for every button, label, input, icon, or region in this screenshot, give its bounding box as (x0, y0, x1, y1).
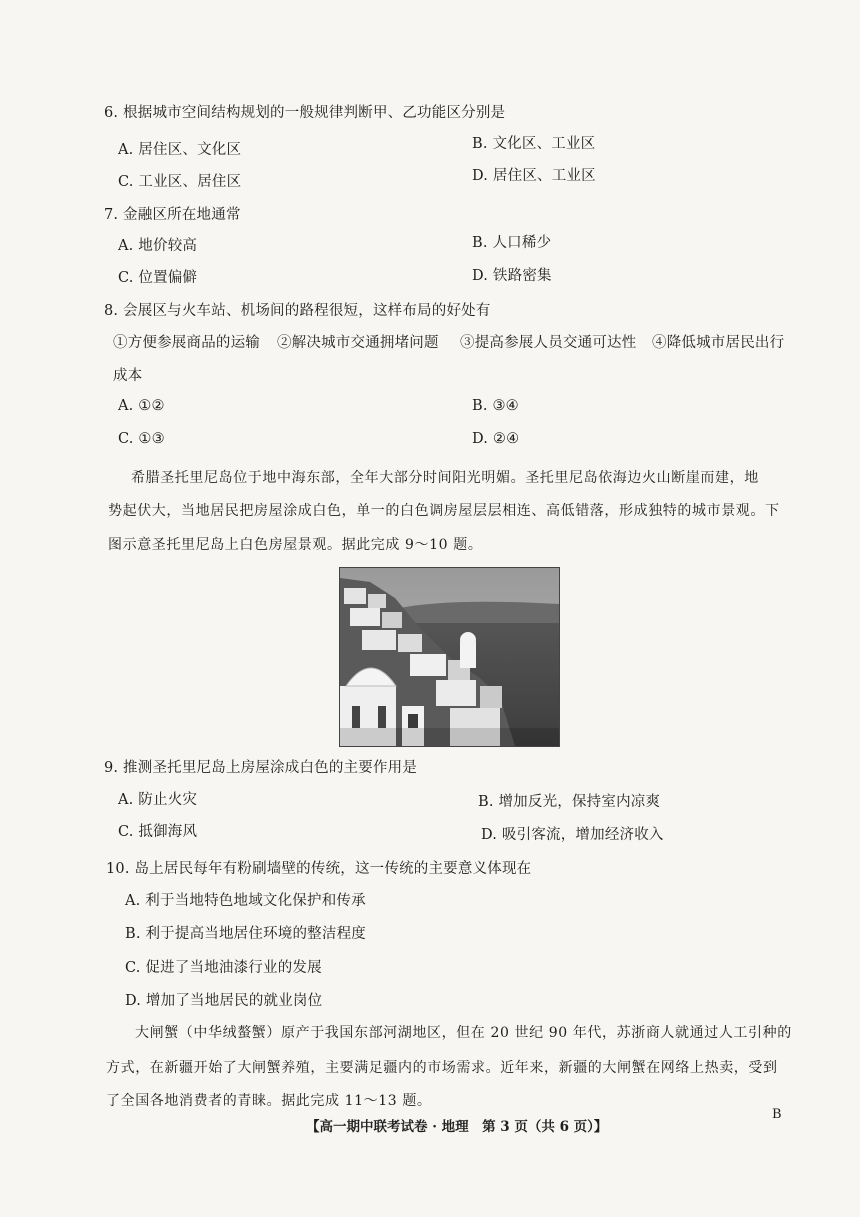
q8-option-a: A. ①② (118, 398, 165, 414)
q6-option-d: D. 居住区、工业区 (472, 168, 596, 184)
q9-option-c: C. 抵御海风 (118, 824, 198, 840)
passage-crab-line-1: 大闸蟹（中华绒螯蟹）原产于我国东部河湖地区，但在 20 世纪 90 年代，苏浙商人就通过人工引种的 (135, 1025, 792, 1041)
passage-santorini-line-1: 希腊圣托里尼岛位于地中海东部，全年大部分时间阳光明媚。圣托里尼岛依海边火山断崖而建，地 (131, 470, 759, 486)
q9-stem: 9. 推测圣托里尼岛上房屋涂成白色的主要作用是 (104, 760, 418, 776)
q10-option-a: A. 利于当地特色地域文化保护和传承 (125, 893, 366, 909)
santorini-white-houses-photo (339, 567, 560, 747)
passage-crab-line-3: 了全国各地消费者的青睐。据此完成 11～13 题。 (106, 1093, 432, 1109)
q7-option-c: C. 位置偏僻 (118, 270, 198, 286)
q7-stem: 7. 金融区所在地通常 (104, 207, 241, 223)
q6-option-b: B. 文化区、工业区 (472, 136, 596, 152)
q8-statement-4-continuation: 成本 (113, 368, 143, 384)
q6-stem: 6. 根据城市空间结构规划的一般规律判断甲、乙功能区分别是 (104, 105, 506, 121)
q10-option-d: D. 增加了当地居民的就业岗位 (125, 993, 323, 1009)
page-footer: 【高一期中联考试卷 · 地理 第 3 页（共 6 页）】 (306, 1119, 608, 1135)
q8-option-b: B. ③④ (472, 398, 519, 414)
q10-stem: 10. 岛上居民每年有粉刷墙壁的传统，这一传统的主要意义体现在 (106, 861, 532, 877)
passage-santorini-line-2: 势起伏大，当地居民把房屋涂成白色，单一的白色调房屋层层相连、高低错落，形成独特的城市景观。下 (108, 503, 780, 519)
q8-stem: 8. 会展区与火车站、机场间的路程很短，这样布局的好处有 (104, 303, 491, 319)
q8-statement-4: ④降低城市居民出行 (652, 335, 785, 351)
q9-option-b: B. 增加反光，保持室内凉爽 (478, 794, 661, 810)
q8-option-d: D. ②④ (472, 431, 520, 447)
version-mark: B (772, 1107, 782, 1122)
q6-option-a: A. 居住区、文化区 (118, 142, 242, 158)
q10-option-b: B. 利于提高当地居住环境的整洁程度 (125, 926, 366, 942)
q8-option-c: C. ①③ (118, 431, 165, 447)
q8-statement-1: ①方便参展商品的运输 (113, 335, 260, 351)
q6-option-c: C. 工业区、居住区 (118, 174, 242, 190)
q7-option-b: B. 人口稀少 (472, 235, 552, 251)
q8-statement-3: ③提高参展人员交通可达性 (460, 335, 637, 351)
q7-option-d: D. 铁路密集 (472, 268, 552, 284)
passage-crab-line-2: 方式，在新疆开始了大闸蟹养殖，主要满足疆内的市场需求。近年来，新疆的大闸蟹在网络上热卖，受到 (106, 1060, 778, 1076)
q9-option-a: A. 防止火灾 (118, 792, 198, 808)
q7-option-a: A. 地价较高 (118, 238, 198, 254)
q10-option-c: C. 促进了当地油漆行业的发展 (125, 960, 322, 976)
q9-option-d: D. 吸引客流，增加经济收入 (481, 827, 664, 843)
passage-santorini-line-3: 图示意圣托里尼岛上白色房屋景观。据此完成 9～10 题。 (108, 537, 483, 553)
q8-statement-2: ②解决城市交通拥堵问题 (277, 335, 439, 351)
